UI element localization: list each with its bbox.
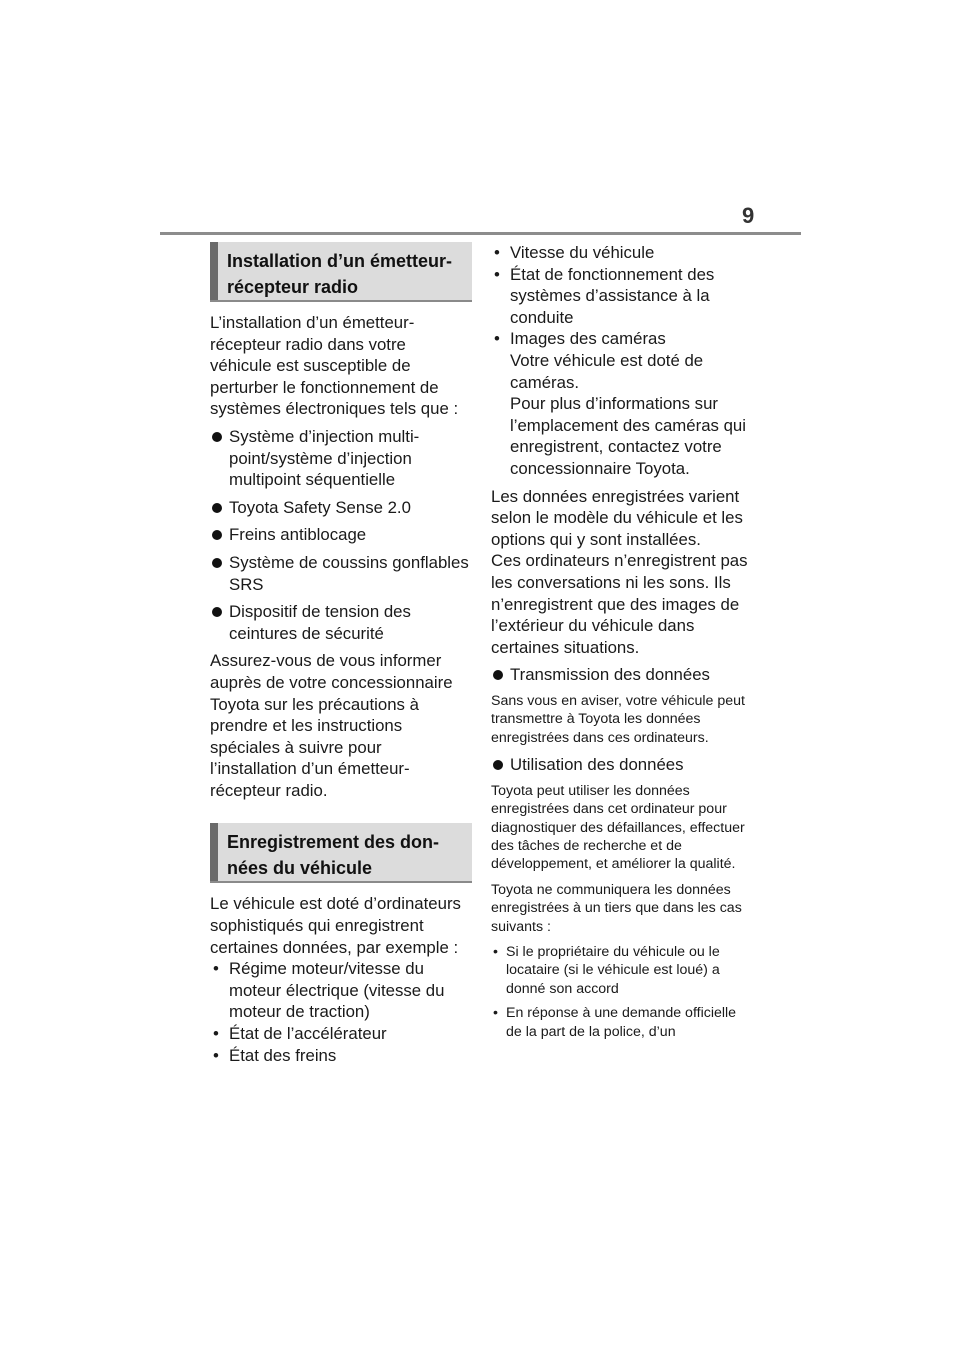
bullet-dot-icon bbox=[493, 670, 503, 680]
bullet-item: Freins antiblocage bbox=[210, 524, 472, 546]
section-heading-line: Installation d’un émetteur- bbox=[227, 251, 453, 271]
case-list-item: • Si le propriétaire du véhicule ou le locataire (si le véhicule est loué) a donné son accord bbox=[493, 943, 720, 997]
section-heading-line: Enregistrement des don- bbox=[227, 832, 440, 853]
bullet-dot-icon bbox=[212, 503, 222, 513]
bullet-dot-icon bbox=[212, 432, 222, 442]
bullet-heading-usage: Utilisation des données bbox=[491, 754, 755, 776]
dash-list-item: • État de l’accélérateur bbox=[213, 1024, 387, 1044]
camera-note: Votre véhicule est doté de caméras. bbox=[510, 350, 704, 392]
camera-note: Pour plus d’informations sur l’emplacement des caméras qui enregistrent, contactez votre concessionnaire Toyota. bbox=[510, 394, 746, 478]
dash-list-item: • Vitesse du véhicule bbox=[494, 243, 655, 262]
page-number: 9 bbox=[742, 203, 755, 228]
section-heading-data-recording bbox=[210, 823, 472, 883]
section-heading-radio-installation bbox=[210, 242, 472, 302]
dash-bullet-icon: • bbox=[493, 1005, 498, 1022]
no-record-paragraph: Ces ordinateurs n’enregistrent pas les conversations ni les sons. Ils n’enregistrent que des images de l’extérieur du véhicule dans certaines situations. bbox=[491, 551, 748, 657]
right-column bbox=[491, 242, 755, 1047]
dash-bullet-icon: • bbox=[494, 243, 500, 262]
dash-bullet-icon: • bbox=[213, 1045, 219, 1065]
intro-paragraph: L’installation d’un émetteur-récepteur radio dans votre véhicule est susceptible de perturber le fonctionnement de systèmes électroniques tels que : bbox=[210, 313, 459, 419]
bullet-item: Dispositif de tension des ceintures de sécurité bbox=[210, 601, 472, 644]
advice-paragraph: Assurez-vous de vous informer auprès de votre concessionnaire Toyota sur les précautions à prendre et les instructions spéciales à suivre pour l’installation d’un émetteur-récepteur radio. bbox=[210, 651, 453, 800]
bullet-item: Système d’injection multi-point/système d’injection multipoint séquentielle bbox=[210, 426, 472, 491]
bullet-dot-icon bbox=[493, 760, 503, 770]
dash-bullet-icon: • bbox=[494, 264, 500, 284]
case-list-item: • En réponse à une demande officielle de la part de la police, d’un bbox=[493, 1005, 737, 1040]
dash-bullet-icon: • bbox=[213, 1024, 219, 1044]
usage-paragraph: Toyota peut utiliser les données enregistrées dans cet ordinateur pour diagnostiquer des défaillances, effectuer des tâches de recherche et de développement, et améliorer la qualité. bbox=[491, 782, 745, 873]
bullet-item: Système de coussins gonflables SRS bbox=[210, 552, 472, 595]
dash-bullet-icon: • bbox=[493, 943, 498, 960]
transmission-paragraph: Sans vous en aviser, votre véhicule peut transmettre à Toyota les données enregistrées dans ces ordinateurs. bbox=[491, 692, 745, 746]
vary-paragraph: Les données enregistrées varient selon le modèle du véhicule et les options qui y sont installées. bbox=[491, 486, 743, 549]
dash-list-item: • État des freins bbox=[213, 1045, 337, 1065]
dash-bullet-icon: • bbox=[494, 329, 500, 349]
bullet-dot-icon bbox=[212, 530, 222, 540]
section-heading-line: récepteur radio bbox=[227, 277, 359, 297]
dash-list-item: • État de fonctionnement des systèmes d’assistance à la conduite bbox=[494, 264, 715, 327]
third-party-paragraph: Toyota ne communiquera les données enregistrées à un tiers que dans les cas suivants : bbox=[491, 881, 742, 935]
section-heading-line: nées du véhicule bbox=[227, 858, 373, 879]
header-rule bbox=[160, 232, 801, 235]
dash-list-item: • Images des caméras bbox=[494, 329, 666, 349]
dash-list-item: • Régime moteur/vitesse du moteur électrique (vitesse du moteur de traction) bbox=[213, 959, 445, 1022]
bullet-dot-icon bbox=[212, 558, 222, 568]
left-column bbox=[210, 242, 472, 1066]
bullet-dot-icon bbox=[212, 607, 222, 617]
data-intro-paragraph: Le véhicule est doté d’ordinateurs sophistiqués qui enregistrent certaines données, par exemple : bbox=[210, 894, 461, 957]
bullet-item: Toyota Safety Sense 2.0 bbox=[210, 497, 472, 519]
dash-bullet-icon: • bbox=[213, 959, 219, 979]
bullet-heading-transmission: Transmission des données bbox=[491, 664, 755, 686]
